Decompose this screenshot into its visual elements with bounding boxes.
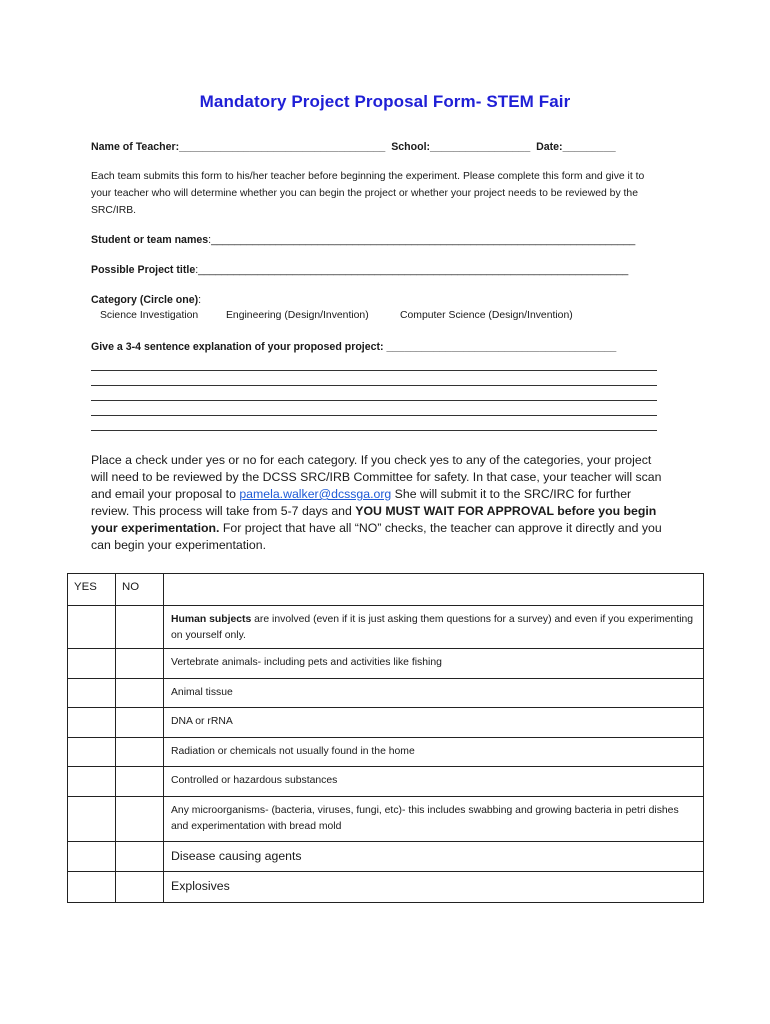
category-option-computer-science[interactable]: Computer Science (Design/Invention) <box>400 310 573 321</box>
category-description: Any microorganisms- (bacteria, viruses, fungi, etc)- this includes swabbing and growing bacteria in petri dishes and experimentation with bread mold <box>164 797 704 842</box>
student-names-label: Student or team names <box>91 234 209 246</box>
intro-paragraph: Each team submits this form to his/her teacher before beginning the experiment. Please complete this form and give it to your teacher who will determine whether you can begin the project or whether your project needs to be reviewed by the SRC/IRB. <box>91 171 645 216</box>
category-description: Disease causing agents <box>164 842 704 872</box>
no-checkbox-cell[interactable] <box>116 649 164 679</box>
explanation-blank-line[interactable] <box>91 415 657 416</box>
table-row <box>68 738 704 767</box>
table-row <box>68 767 704 797</box>
no-checkbox-cell[interactable] <box>116 842 164 872</box>
category-option-engineering[interactable]: Engineering (Design/Invention) <box>226 310 369 321</box>
no-checkbox-cell[interactable] <box>116 708 164 738</box>
student-names-blank[interactable]: :________________________________________________________________________ <box>208 234 636 246</box>
table-row <box>68 679 704 708</box>
explanation-prompt[interactable]: Give a 3-4 sentence explanation of your proposed project: _______________________________________ <box>91 341 617 353</box>
category-description: Vertebrate animals- including pets and activities like fishing <box>164 649 704 679</box>
explanation-blank-line[interactable] <box>91 385 657 386</box>
category-description: Explosives <box>164 872 704 903</box>
explanation-blank-line[interactable] <box>91 400 657 401</box>
category-description: Controlled or hazardous substances <box>164 767 704 797</box>
no-checkbox-cell[interactable] <box>116 679 164 708</box>
yes-checkbox-cell[interactable] <box>68 708 116 738</box>
table-row <box>68 708 704 738</box>
table-header-row <box>68 574 704 606</box>
table-row <box>68 649 704 679</box>
explanation-blank-line[interactable] <box>91 370 657 371</box>
yes-checkbox-cell[interactable] <box>68 797 116 842</box>
table-row <box>68 797 704 842</box>
no-checkbox-cell[interactable] <box>116 738 164 767</box>
project-title-label: Possible Project title <box>91 264 196 276</box>
teacher-school-date-fields[interactable]: Name of Teacher:___________________________________ School:_________________ Date:_________ <box>91 141 616 153</box>
category-description: DNA or rRNA <box>164 708 704 738</box>
explanation-blank-line[interactable] <box>91 430 657 431</box>
category-option-science[interactable]: Science Investigation <box>100 310 199 321</box>
table-row <box>68 872 704 903</box>
form-title: Mandatory Project Proposal Form- STEM Fair <box>199 92 571 111</box>
no-checkbox-cell[interactable] <box>116 606 164 649</box>
category-check-table <box>67 573 704 903</box>
no-header: NO <box>116 574 164 606</box>
yes-header: YES <box>68 574 116 606</box>
yes-checkbox-cell[interactable] <box>68 679 116 708</box>
no-checkbox-cell[interactable] <box>116 872 164 903</box>
project-title-field[interactable] <box>91 264 628 276</box>
yes-checkbox-cell[interactable] <box>68 842 116 872</box>
email-link[interactable]: pamela.walker@dcssga.org <box>239 487 392 501</box>
category-description: Radiation or chemicals not usually found in the home <box>164 738 704 767</box>
yes-checkbox-cell[interactable] <box>68 649 116 679</box>
no-checkbox-cell[interactable] <box>116 797 164 842</box>
table-row <box>68 606 704 649</box>
description-header <box>164 574 704 606</box>
yes-checkbox-cell[interactable] <box>68 738 116 767</box>
review-instructions: Place a check under yes or no for each category. If you check yes to any of the categories, your project will need to be reviewed by the DCSS SRC/IRB Committee for safety. In that case, your teacher will scan and email your proposal to pamela.walker@dcssga.org She will submit it to the SRC/IRC for further review. This process will take from 5-7 days and YOU MUST WAIT FOR APPROVAL before you begin your experimentation. For project that have all “NO” checks, the teacher can approve it directly and you can begin your experimentation. <box>91 453 662 552</box>
student-names-field[interactable] <box>91 234 635 246</box>
yes-checkbox-cell[interactable] <box>68 872 116 903</box>
project-title-blank[interactable]: :_________________________________________________________________________ <box>195 264 629 276</box>
approval-warning: YOU MUST WAIT FOR APPROVAL before you begin your experimentation. <box>91 504 657 535</box>
yes-checkbox-cell[interactable] <box>68 606 116 649</box>
category-label: Category (Circle one): <box>91 294 202 306</box>
table-row <box>68 842 704 872</box>
yes-checkbox-cell[interactable] <box>68 767 116 797</box>
category-description: Animal tissue <box>164 679 704 708</box>
category-description: Human subjects are involved (even if it is just asking them questions for a survey) and even if you experimenting on yourself only. <box>164 606 704 649</box>
no-checkbox-cell[interactable] <box>116 767 164 797</box>
